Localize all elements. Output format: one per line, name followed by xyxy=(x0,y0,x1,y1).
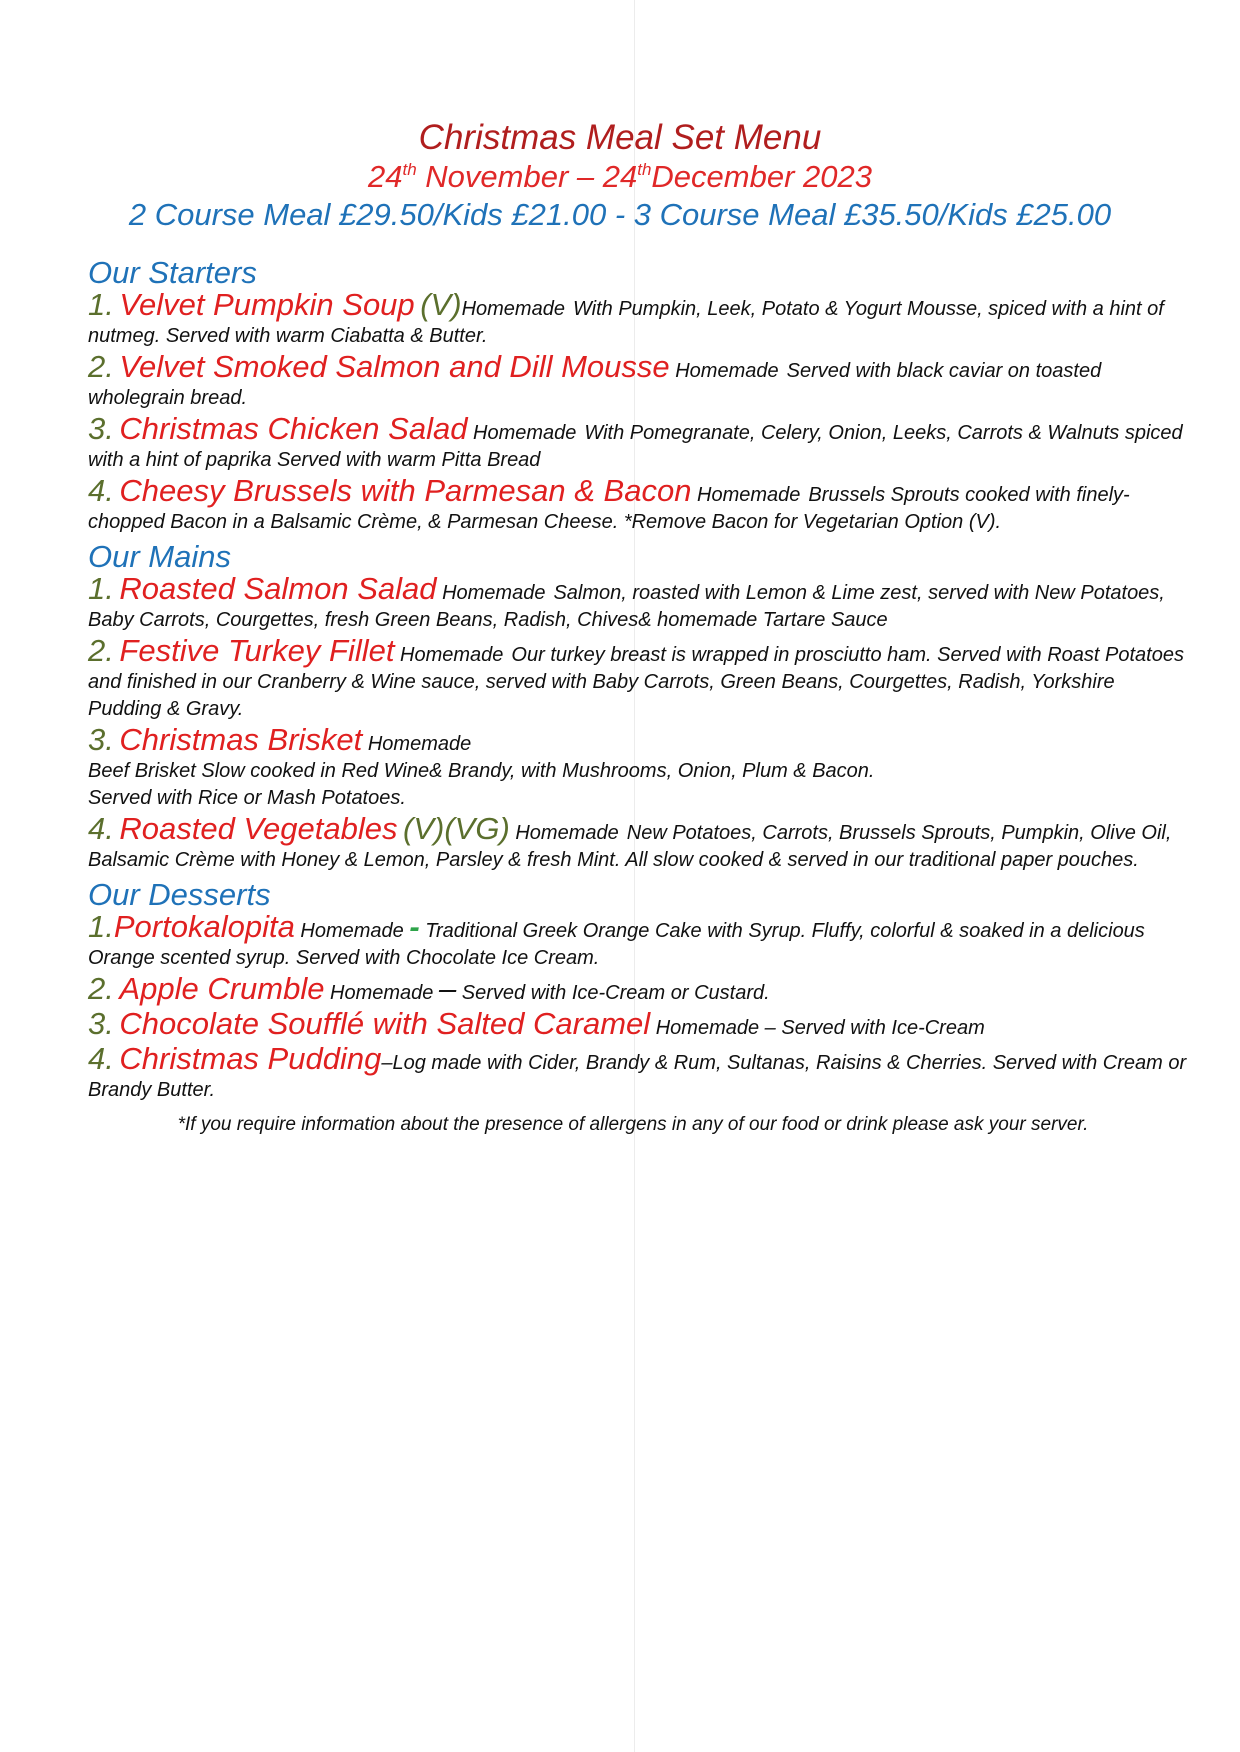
item-name: Chocolate Soufflé with Salted Caramel xyxy=(119,1006,651,1041)
date-start-day: 24 xyxy=(368,159,403,194)
item-description: Beef Brisket Slow cooked in Red Wine& Brandy, with Mushrooms, Onion, Plum & Bacon. xyxy=(88,760,875,782)
item-number: 3. xyxy=(88,411,114,446)
dietary-tag: (V)(VG) xyxy=(403,811,510,846)
item-number: 2. xyxy=(88,633,114,668)
item-number: 2. xyxy=(88,349,114,384)
main-item xyxy=(88,633,1188,723)
item-name: Festive Turkey Fillet xyxy=(119,633,395,668)
item-description: Our turkey breast is wrapped in prosciutto ham. Served with Roast Potatoes and finished in our Cranberry & Wine sauce, served with Baby Carrots, Green Beans, Courgettes, Radish, Yorkshire Pudding & Gravy. xyxy=(88,644,1184,720)
homemade-label: Homemade xyxy=(515,822,619,844)
starters-heading: Our Starters xyxy=(88,255,257,290)
item-name: Christmas Pudding xyxy=(119,1041,382,1076)
item-name: Apple Crumble xyxy=(119,971,325,1006)
item-name: Roasted Vegetables xyxy=(119,811,398,846)
date-end-suffix: th xyxy=(637,160,652,179)
menu-prices: 2 Course Meal £29.50/Kids £21.00 - 3 Course Meal £35.50/Kids £25.00 xyxy=(128,197,1112,232)
date-start-month: November – xyxy=(416,159,603,194)
dessert-item xyxy=(88,1006,1188,1042)
item-name: Velvet Pumpkin Soup xyxy=(119,287,415,322)
starter-item xyxy=(88,287,1188,350)
item-description-line2: Served with Rice or Mash Potatoes. xyxy=(88,787,406,809)
main-item xyxy=(88,811,1188,874)
menu-header xyxy=(0,118,1240,234)
homemade-label: Homemade xyxy=(655,1017,760,1039)
item-name: Roasted Salmon Salad xyxy=(119,571,437,606)
separator-dash: – xyxy=(438,971,457,1006)
item-number: 3. xyxy=(88,722,114,757)
item-number: 4. xyxy=(88,811,114,846)
starter-item xyxy=(88,411,1188,474)
item-number: 3. xyxy=(88,1006,114,1041)
homemade-label: Homemade xyxy=(367,733,472,755)
item-number: 4. xyxy=(88,1041,114,1076)
item-description: Served with black caviar on toasted wholegrain bread. xyxy=(88,360,1102,409)
date-end-day: 24 xyxy=(602,159,638,194)
item-number: 4. xyxy=(88,473,114,508)
item-description: Served with Ice-Cream or Custard. xyxy=(461,982,770,1004)
separator-dash: - xyxy=(409,909,420,944)
item-description: Traditional Greek Orange Cake with Syrup. Fluffy, colorful & soaked in a delicious Orange scented syrup. Served with Chocolate Ice Cream. xyxy=(88,920,1145,969)
item-description: –Log made with Cider, Brandy & Rum, Sultanas, Raisins & Cherries. Served with Cream or Brandy Butter. xyxy=(88,1052,1187,1101)
homemade-label: Homemade xyxy=(473,422,577,444)
item-name: Christmas Chicken Salad xyxy=(119,411,468,446)
item-description: Salmon, roasted with Lemon & Lime zest, served with New Potatoes, Baby Carrots, Courgettes, fresh Green Beans, Radish, Chives& homemade Tartare Sauce xyxy=(88,582,1165,631)
item-description: New Potatoes, Carrots, Brussels Sprouts, Pumpkin, Olive Oil, Balsamic Crème with Honey & Lemon, Parsley & fresh Mint. All slow cooked & served in our traditional paper pouches. xyxy=(88,822,1172,871)
menu-dates xyxy=(0,158,1240,196)
main-item xyxy=(88,571,1188,634)
starter-item xyxy=(88,473,1188,536)
item-name: Cheesy Brussels with Parmesan & Bacon xyxy=(119,473,692,508)
starter-item xyxy=(88,349,1188,412)
homemade-label: Homemade xyxy=(675,360,779,382)
item-number: 2. xyxy=(88,971,114,1006)
item-number: 1. xyxy=(88,287,114,322)
dessert-item xyxy=(88,971,1188,1007)
item-name: Christmas Brisket xyxy=(119,722,363,757)
item-number: 1. xyxy=(88,909,114,944)
dessert-item xyxy=(88,909,1188,972)
main-item xyxy=(88,722,1188,812)
date-end-month: December 2023 xyxy=(651,159,872,194)
homemade-label: Homemade xyxy=(461,298,565,320)
homemade-label: Homemade xyxy=(330,982,434,1004)
dessert-item xyxy=(88,1041,1188,1104)
menu-content xyxy=(88,255,1188,1136)
dietary-tag: (V) xyxy=(420,287,462,322)
item-name: Portokalopita xyxy=(113,909,295,944)
item-number: 1. xyxy=(88,571,114,606)
homemade-label: Homemade xyxy=(697,484,801,506)
mains-heading: Our Mains xyxy=(88,539,231,574)
date-start-suffix: th xyxy=(402,160,417,179)
item-description: – Served with Ice-Cream xyxy=(764,1017,985,1039)
item-description: Brussels Sprouts cooked with finely-chopped Bacon in a Balsamic Crème, & Parmesan Cheese. *Remove Bacon for Vegetarian Option (V). xyxy=(88,484,1130,533)
menu-title: Christmas Meal Set Menu xyxy=(418,118,822,157)
homemade-label: Homemade xyxy=(300,920,404,942)
item-description: With Pomegranate, Celery, Onion, Leeks, Carrots & Walnuts spiced with a hint of paprika Served with warm Pitta Bread xyxy=(88,422,1183,471)
allergen-footnote: *If you require information about the presence of allergens in any of our food or drink please ask your server. xyxy=(177,1114,1089,1135)
desserts-heading: Our Desserts xyxy=(88,877,271,912)
item-description: With Pumpkin, Leek, Potato & Yogurt Mousse, spiced with a hint of nutmeg. Served with warm Ciabatta & Butter. xyxy=(88,298,1164,347)
homemade-label: Homemade xyxy=(400,644,504,666)
item-name: Velvet Smoked Salmon and Dill Mousse xyxy=(119,349,670,384)
homemade-label: Homemade xyxy=(442,582,546,604)
